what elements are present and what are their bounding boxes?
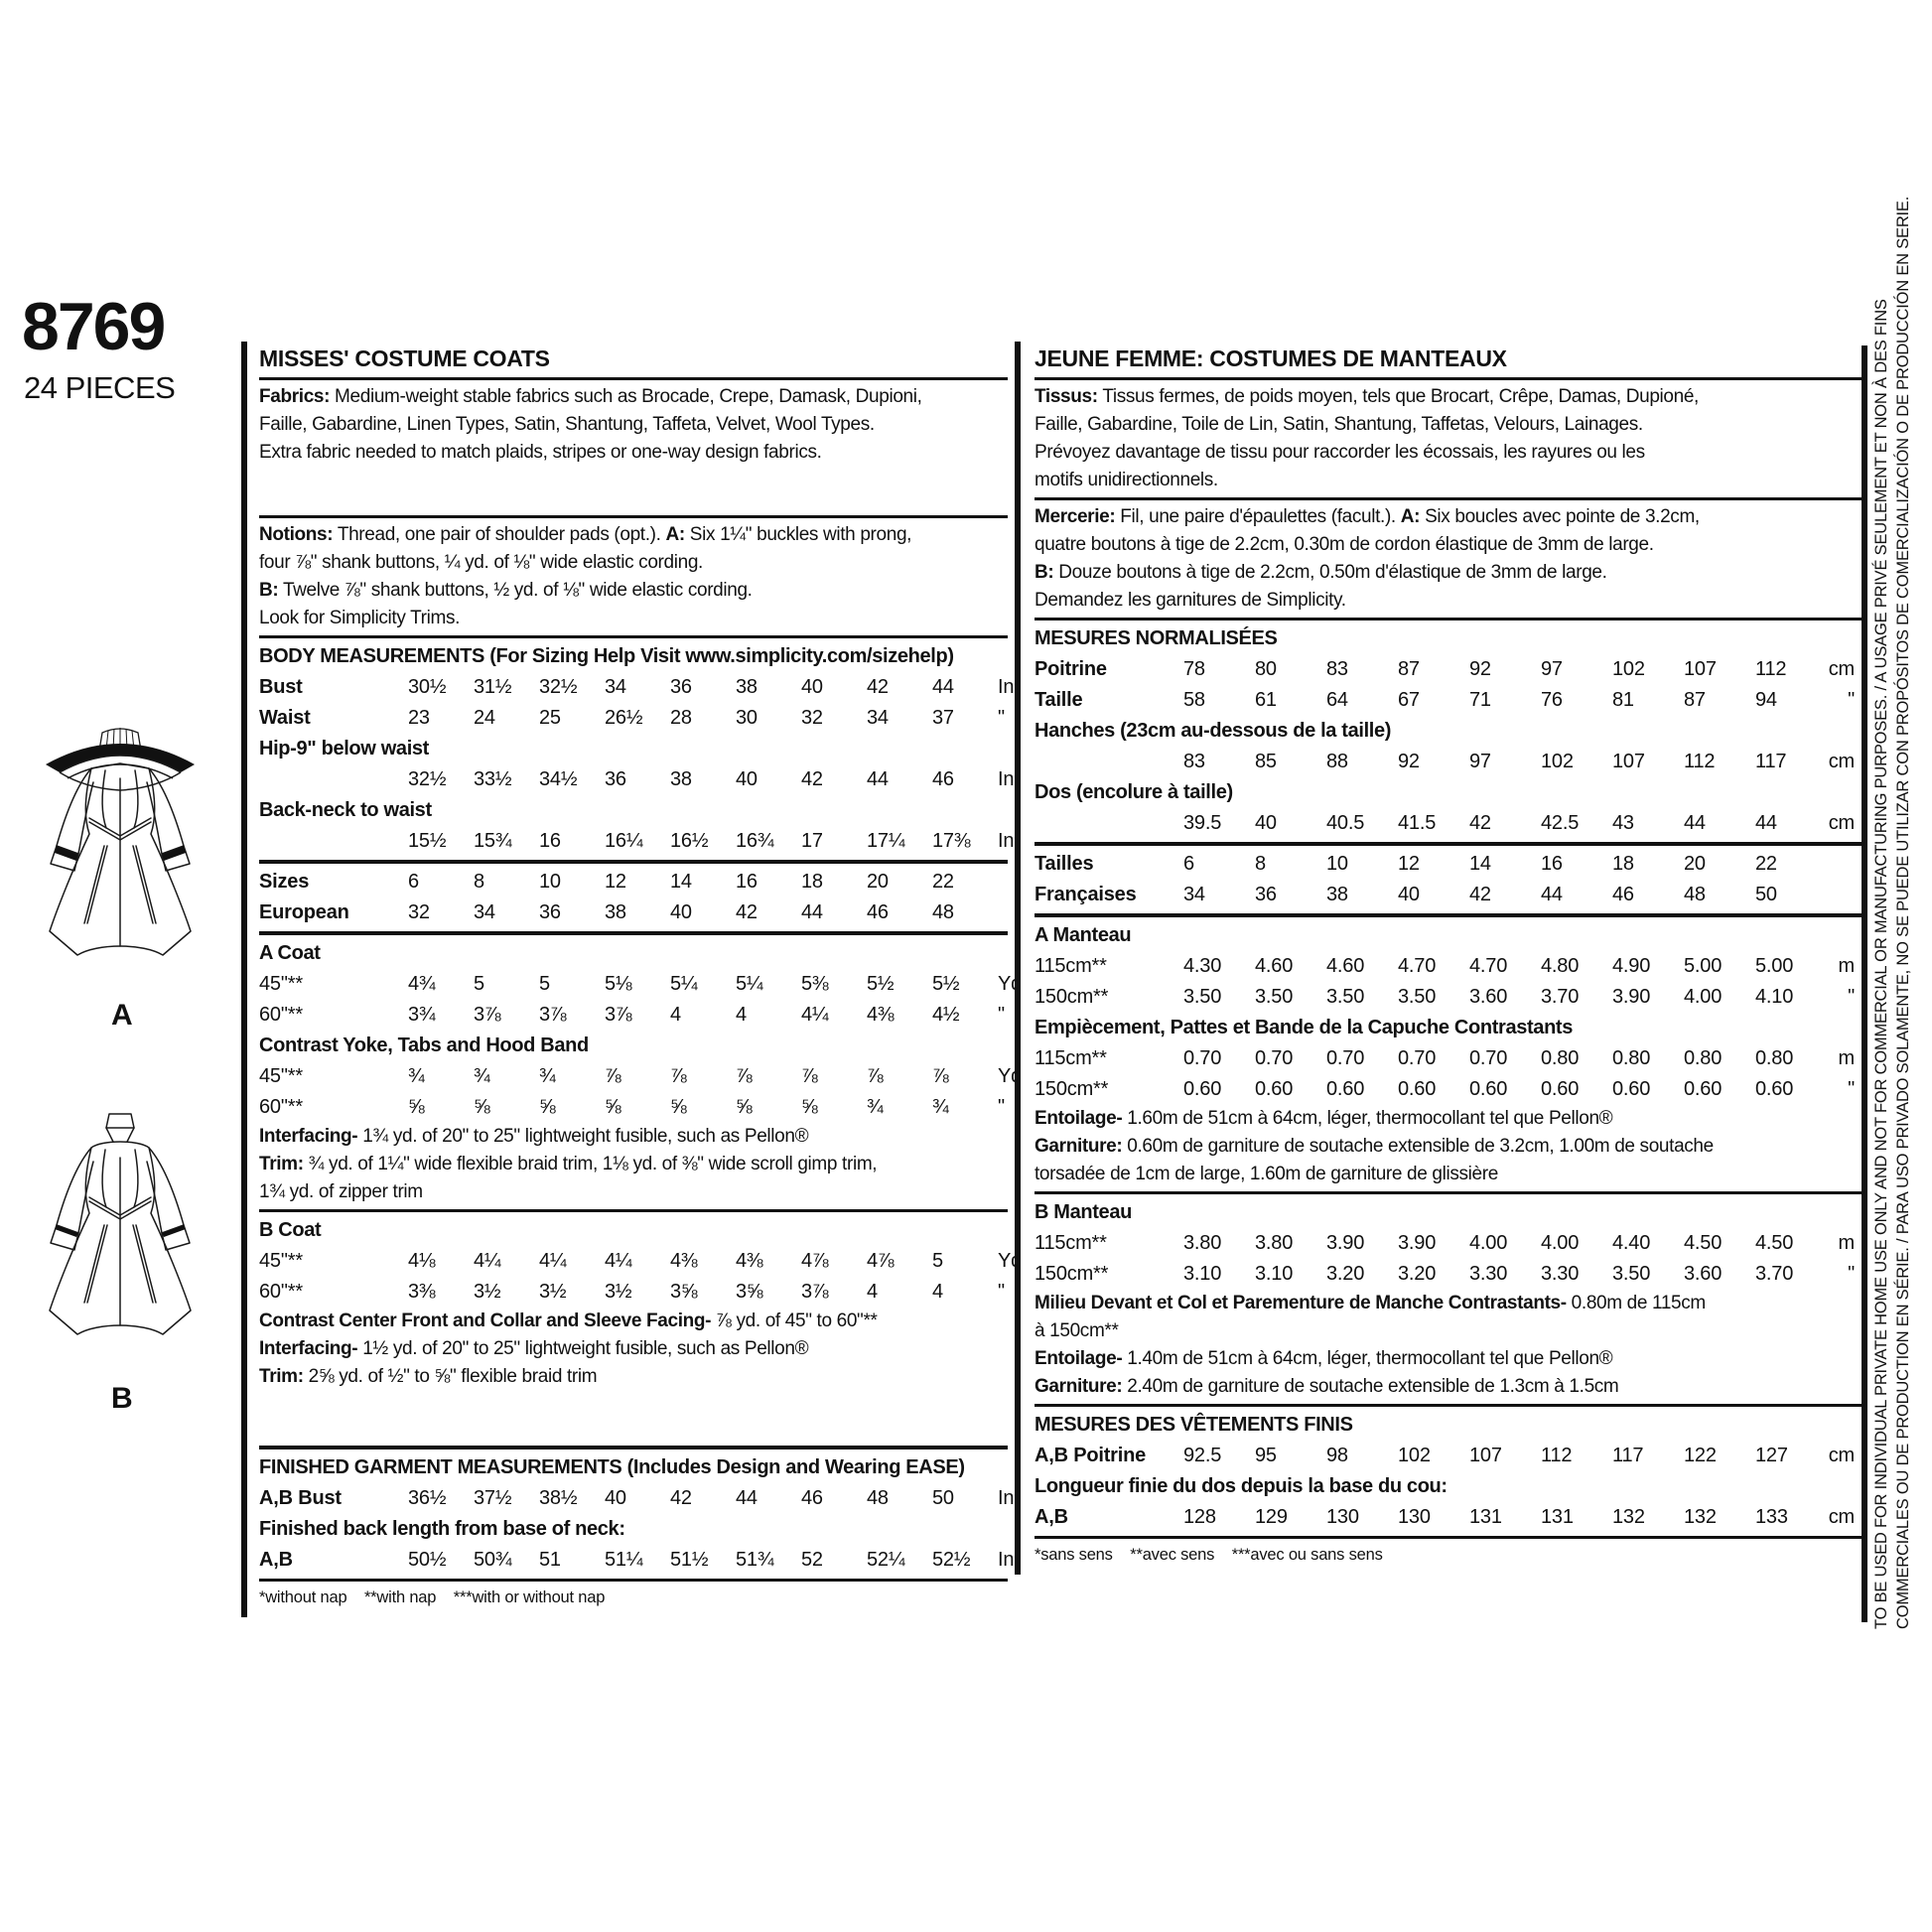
row: 83 85 88 92 97 102 107 112 117 cm	[1183, 751, 1855, 772]
row: European 32 34 36 38 40 42 44 46 48	[259, 901, 954, 923]
header: Hanches (23cm au-dessous de la taille)	[1035, 720, 1392, 742]
row: 60"** 3⅜ 3½ 3½ 3½ 3⅝ 3⅝ 3⅞ 4 4 "	[259, 1281, 1005, 1303]
para: Trim: ¾ yd. of 1¼" wide flexible braid trim, 1⅛ yd. of ⅜" wide scroll gimp trim, 1¾ yd. of zipper trim	[259, 1154, 878, 1202]
rule	[1035, 1191, 1864, 1194]
rule	[1035, 377, 1864, 380]
row: A,B Bust 36½ 37½ 38½ 40 42 44 46 48 50 In	[259, 1487, 1015, 1509]
french-footnote: *sans sens **avec sens ***avec ou sans sens	[1035, 1546, 1383, 1564]
row: 115cm** 0.70 0.70 0.70 0.70 0.70 0.80 0.80 0.80 0.80 m	[1035, 1047, 1855, 1069]
copyright-line-1: TO BE USED FOR INDIVIDUAL PRIVATE HOME USE ONLY AND NOT FOR COMMERCIAL OR MANUFACTURING PURPOSES. / A USAGE PRIVÉ SEULEMENT ET NON À DES FINS	[1872, 299, 1890, 1629]
rule-heavy	[1035, 842, 1864, 846]
rule	[1035, 618, 1864, 621]
para: Entoilage- 1.40m de 51cm à 64cm, léger, thermocollant tel que Pellon®	[1035, 1348, 1613, 1369]
mercerie-paragraph: Mercerie: Fil, une paire d'épaulettes (facult.). A: Six boucles avec pointe de 3.2cm, quatre boutons à tige de 2.2cm, 0.30m de cordon élastique de 3mm de large. B: Douze boutons à tige de 2.2cm, 0.50m d'élastique de 3mm de large. Demandez les garnitures de Simplicity.	[1035, 506, 1700, 611]
row: Bust 30½ 31½ 32½ 34 36 38 40 42 44 In	[259, 676, 1015, 698]
english-footnote: *without nap **with nap ***with or without nap	[259, 1588, 606, 1606]
copyright-vertical-text	[1870, 196, 1916, 1629]
gap	[259, 467, 1008, 512]
english-column	[241, 342, 1023, 1617]
english-title: MISSES' COSTUME COATS	[259, 345, 550, 371]
row: 115cm** 4.30 4.60 4.60 4.70 4.70 4.80 4.90 5.00 5.00 m	[1035, 955, 1855, 977]
pattern-number: 8769	[22, 289, 165, 364]
gap	[259, 1391, 1008, 1443]
body-measurements-header: BODY MEASUREMENTS (For Sizing Help Visit www.simplicity.com/sizehelp)	[259, 645, 954, 667]
row: 45"** 4⅛ 4¼ 4¼ 4¼ 4⅜ 4⅜ 4⅞ 4⅞ 5 Yd	[259, 1250, 1023, 1272]
row: 60"** ⅝ ⅝ ⅝ ⅝ ⅝ ⅝ ⅝ ¾ ¾ "	[259, 1096, 1005, 1118]
header: Hip-9" below waist	[259, 738, 429, 759]
rule	[259, 515, 1008, 518]
row: 45"** 4¾ 5 5 5⅛ 5¼ 5¼ 5⅜ 5½ 5½ Yd	[259, 973, 1023, 995]
row: Françaises 34 36 38 40 42 44 46 48 50	[1035, 884, 1777, 905]
para: Garniture: 0.60m de garniture de soutache extensible de 3.2cm, 1.00m de soutache torsadée de 1cm de large, 1.60m de garniture de glissière	[1035, 1136, 1714, 1184]
french-title: JEUNE FEMME: COSTUMES DE MANTEAUX	[1035, 345, 1507, 371]
finished-garment-header: FINISHED GARMENT MEASUREMENTS (Includes Design and Wearing EASE)	[259, 1456, 965, 1478]
header: B Manteau	[1035, 1201, 1132, 1223]
notions-paragraph: Notions: Thread, one pair of shoulder pads (opt.). A: Six 1¼" buckles with prong, four ⅞" shank buttons, ¼ yd. of ⅛" wide elastic cording. B: Twelve ⅞" shank buttons, ½ yd. of ⅛" wide elastic cording. Look for Simplicity Trims.	[259, 524, 912, 628]
french-column	[1015, 342, 1864, 1575]
rule	[1035, 1536, 1864, 1539]
header: B Coat	[259, 1219, 322, 1241]
para: Garniture: 2.40m de garniture de soutache extensible de 1.3cm à 1.5cm	[1035, 1376, 1619, 1397]
para: Interfacing- 1¾ yd. of 20" to 25" lightweight fusible, such as Pellon®	[259, 1126, 809, 1147]
para: Entoilage- 1.60m de 51cm à 64cm, léger, thermocollant tel que Pellon®	[1035, 1108, 1613, 1129]
rule-heavy	[1035, 913, 1864, 917]
fabrics-paragraph: Fabrics: Medium-weight stable fabrics such as Brocade, Crepe, Damask, Dupioni, Faille, Gabardine, Linen Types, Satin, Shantung, Taffeta, Velvet, Wool Types. Extra fabric needed to match plaids, stripes or one-way design fabrics.	[259, 386, 922, 463]
row: Tailles 6 8 10 12 14 16 18 20 22	[1035, 853, 1777, 875]
row: Waist 23 24 25 26½ 28 30 32 34 37 "	[259, 707, 1005, 729]
rule-heavy	[259, 860, 1008, 864]
header: Contrast Yoke, Tabs and Hood Band	[259, 1035, 589, 1056]
view-a-label: A	[111, 999, 134, 1032]
row: A,B 50½ 50¾ 51 51¼ 51½ 51¾ 52 52¼ 52½ In	[259, 1549, 1015, 1571]
header: Back-neck to waist	[259, 799, 432, 821]
copyright-line-2: COMMERCIALES OU DE PRODUCTION EN SÉRIE. / PARA USO PRIVADO SOLAMENTE, NO SE PUEDE UTILIZAR CON PROPÓSITOS DE COMERCIALIZACIÓN O DE PRODUCCIÓN EN SERIE.	[1894, 196, 1912, 1629]
rule	[259, 1209, 1008, 1212]
coat-b-illustration	[26, 1096, 214, 1356]
row: A,B Poitrine 92.5 95 98 102 107 112 117 122 127 cm	[1035, 1445, 1855, 1466]
row: 115cm** 3.80 3.80 3.90 3.90 4.00 4.00 4.40 4.50 4.50 m	[1035, 1232, 1855, 1254]
view-b-label: B	[111, 1382, 134, 1415]
rule	[259, 377, 1008, 380]
header: A Manteau	[1035, 924, 1132, 946]
header: Longueur finie du dos depuis la base du cou:	[1035, 1475, 1448, 1497]
row: 39.5 40 40.5 41.5 42 42.5 43 44 44 cm	[1183, 812, 1855, 834]
para: Contrast Center Front and Collar and Sleeve Facing- ⅞ yd. of 45" to 60"**	[259, 1311, 878, 1331]
header: Empiècement, Pattes et Bande de la Capuche Contrastants	[1035, 1017, 1574, 1038]
header: A Coat	[259, 942, 321, 964]
row: Poitrine 78 80 83 87 92 97 102 107 112 cm	[1035, 658, 1855, 680]
row: 32½ 33½ 34½ 36 38 40 42 44 46 In	[408, 768, 1015, 790]
row: 150cm** 3.50 3.50 3.50 3.50 3.60 3.70 3.90 4.00 4.10 "	[1035, 986, 1855, 1008]
mesures-normalisees-header: MESURES NORMALISÉES	[1035, 627, 1278, 649]
row: 45"** ¾ ¾ ¾ ⅞ ⅞ ⅞ ⅞ ⅞ ⅞ Yd	[259, 1065, 1023, 1087]
para: Interfacing- 1½ yd. of 20" to 25" lightweight fusible, such as Pellon®	[259, 1338, 809, 1359]
para: Milieu Devant et Col et Parementure de Manche Contrastants- 0.80m de 115cm à 150cm**	[1035, 1293, 1706, 1341]
row: 150cm** 0.60 0.60 0.60 0.60 0.60 0.60 0.60 0.60 0.60 "	[1035, 1078, 1855, 1100]
coat-a-illustration	[26, 717, 214, 977]
rule	[259, 1579, 1008, 1582]
row: Taille 58 61 64 67 71 76 81 87 94 "	[1035, 689, 1855, 711]
row: 60"** 3¾ 3⅞ 3⅞ 3⅞ 4 4 4¼ 4⅜ 4½ "	[259, 1004, 1005, 1026]
row: 150cm** 3.10 3.10 3.20 3.20 3.30 3.30 3.50 3.60 3.70 "	[1035, 1263, 1855, 1285]
mesures-finis-header: MESURES DES VÊTEMENTS FINIS	[1035, 1414, 1353, 1436]
rule	[1035, 497, 1864, 500]
row: A,B 128 129 130 130 131 131 132 132 133 cm	[1035, 1506, 1855, 1528]
right-edge-rule	[1862, 345, 1867, 1622]
rule	[1035, 1404, 1864, 1407]
rule	[259, 635, 1008, 638]
para: Trim: 2⅝ yd. of ½" to ⅝" flexible braid trim	[259, 1366, 598, 1387]
row: 15½ 15¾ 16 16¼ 16½ 16¾ 17 17¼ 17⅜ In	[408, 830, 1015, 852]
tissus-paragraph: Tissus: Tissus fermes, de poids moyen, tels que Brocart, Crêpe, Damas, Dupioné, Faille, Gabardine, Toile de Lin, Satin, Shantung, Taffetas, Velours, Lainages. Prévoyez davantage de tissu pour raccorder les écossais, les rayures ou les motifs unidirectionnels.	[1035, 386, 1699, 490]
row: Sizes 6 8 10 12 14 16 18 20 22	[259, 871, 954, 893]
rule-heavy	[259, 931, 1008, 935]
rule-heavy	[259, 1446, 1008, 1449]
pattern-piece-count: 24 PIECES	[24, 370, 176, 405]
header: Dos (encolure à taille)	[1035, 781, 1233, 803]
header: Finished back length from base of neck:	[259, 1518, 625, 1540]
